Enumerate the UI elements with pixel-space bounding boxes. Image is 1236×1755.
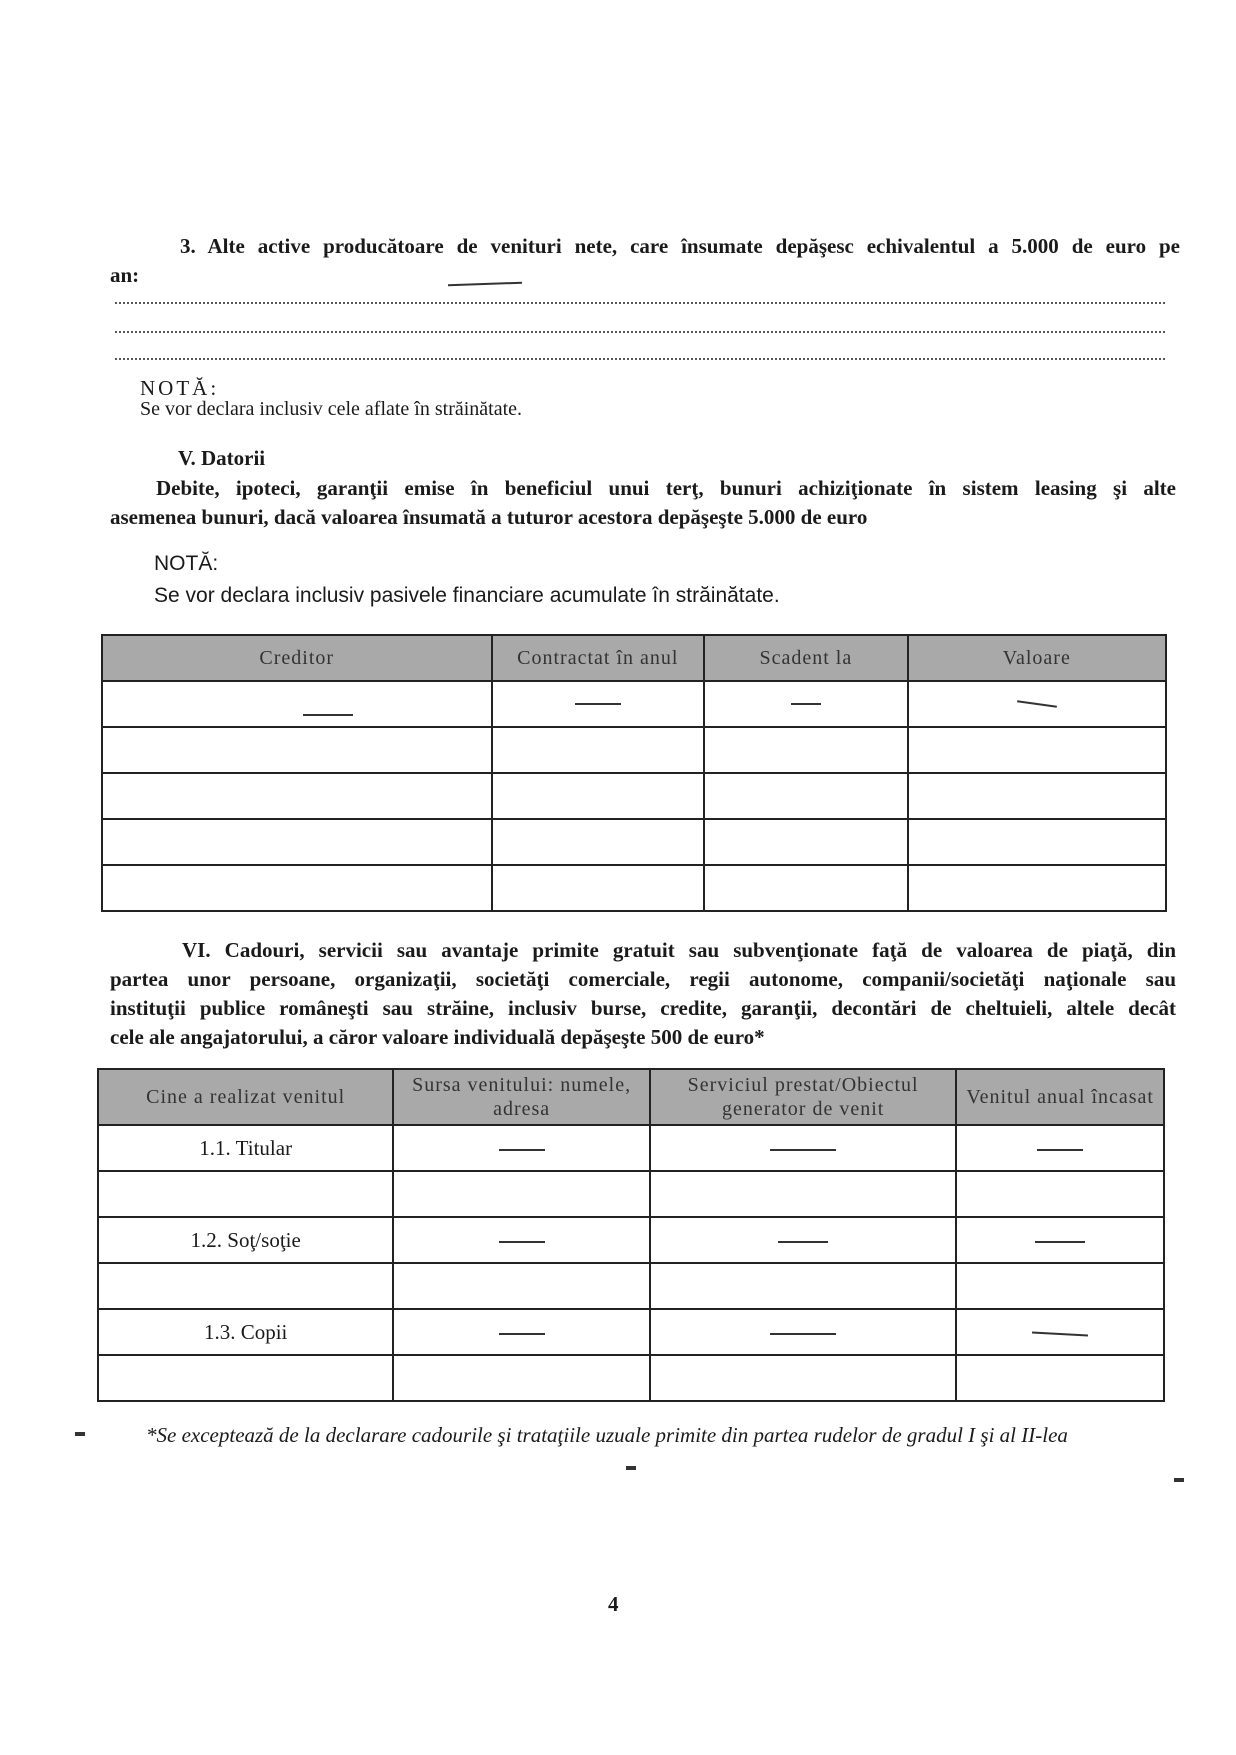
table-row (98, 1217, 1164, 1263)
table-cell[interactable] (956, 1263, 1164, 1309)
table-cell[interactable] (650, 1171, 957, 1217)
section-3-line-2: an: (110, 263, 140, 287)
section-5-desc-line-2: asemenea bunuri, dacă valoarea însumată a tuturor acestora depăşeşte 5.000 de euro (110, 505, 868, 529)
header-venitul: Venitul anual încasat (956, 1069, 1164, 1125)
table-cell[interactable] (492, 773, 705, 819)
handwritten-dash (778, 1241, 828, 1243)
table-header-row (98, 1069, 1164, 1125)
handwritten-dash (499, 1333, 545, 1335)
section-6-line-2: partea unor persoane, organizaţii, societăţi comerciale, regii autonome, companii/societăţi naţionale sau (110, 967, 1176, 991)
table-cell[interactable] (393, 1171, 650, 1217)
table-cell[interactable] (650, 1309, 957, 1355)
header-contractat: Contractat în anul (492, 635, 705, 681)
table-cell[interactable] (908, 727, 1166, 773)
section-3-line-1: 3. Alte active producătoare de venituri nete, care însumate depăşesc echivalentul a 5.000 de euro pe (180, 234, 1180, 258)
table-cell[interactable] (704, 819, 908, 865)
header-sursa: Sursa venitului: numele, adresa (393, 1069, 650, 1125)
header-serviciul: Serviciul prestat/Obiectul generator de venit (650, 1069, 957, 1125)
table-cell (98, 1171, 393, 1217)
header-valoare: Valoare (908, 635, 1166, 681)
table-cell[interactable] (704, 865, 908, 911)
scan-mark (1174, 1478, 1184, 1482)
header-creditor: Creditor (102, 635, 492, 681)
handwritten-dash (1035, 1241, 1085, 1243)
table-header-row (102, 635, 1166, 681)
table-cell[interactable] (956, 1355, 1164, 1401)
handwritten-dash (1032, 1331, 1088, 1336)
table-cell[interactable] (102, 865, 492, 911)
handwritten-dash (499, 1241, 545, 1243)
table-cell[interactable] (956, 1171, 1164, 1217)
dotted-line (115, 358, 1165, 362)
table-cell[interactable] (956, 1309, 1164, 1355)
section-3-heading (110, 232, 1180, 290)
table-cell[interactable] (393, 1355, 650, 1401)
table-cell[interactable] (102, 773, 492, 819)
table-cell[interactable] (102, 681, 492, 727)
nota-label: NOTĂ: (154, 552, 219, 575)
page-number: 4 (608, 1592, 619, 1616)
section-6-line-1: VI. Cadouri, servicii sau avantaje primite gratuit sau subvenţionate faţă de valoarea de piaţă, din (182, 938, 1176, 962)
table-cell[interactable] (393, 1263, 650, 1309)
table-cell[interactable] (908, 819, 1166, 865)
table-cell[interactable] (492, 865, 705, 911)
handwritten-dash (1017, 701, 1057, 709)
handwritten-dash (499, 1149, 545, 1151)
section-6-line-3: instituţii publice româneşti sau străine, inclusiv burse, credite, garanţii, decontări de cheltuieli, altele decât (110, 996, 1176, 1020)
handwritten-dash (1037, 1149, 1083, 1151)
table-cell[interactable] (393, 1125, 650, 1171)
dotted-line (115, 331, 1165, 335)
section-5-description (110, 474, 1176, 532)
row-label-titular: 1.1. Titular (98, 1125, 393, 1171)
table-cell[interactable] (908, 773, 1166, 819)
table-cell[interactable] (102, 819, 492, 865)
table-row (98, 1171, 1164, 1217)
table-cell[interactable] (650, 1355, 957, 1401)
section-5-desc-line-1: Debite, ipoteci, garanţii emise în beneficiul unui terţ, bunuri achiziţionate în sistem leasing şi alte (156, 476, 1176, 500)
dotted-line (115, 302, 1165, 306)
row-label-sot-sotie: 1.2. Soţ/soţie (98, 1217, 393, 1263)
handwritten-dash (770, 1333, 836, 1335)
table-cell[interactable] (908, 865, 1166, 911)
table-row (102, 819, 1166, 865)
section-5-title: V. Datorii (178, 446, 266, 470)
table-cell[interactable] (956, 1217, 1164, 1263)
table-cell[interactable] (492, 819, 705, 865)
table-row (98, 1263, 1164, 1309)
table-row (98, 1309, 1164, 1355)
table-cell[interactable] (492, 681, 705, 727)
scan-mark (626, 1466, 636, 1470)
table-cell[interactable] (393, 1309, 650, 1355)
header-cine: Cine a realizat venitul (98, 1069, 393, 1125)
nota-text: Se vor declara inclusiv cele aflate în străinătate. (140, 398, 523, 420)
table-cell (98, 1263, 393, 1309)
table-cell[interactable] (102, 727, 492, 773)
table-row (102, 865, 1166, 911)
table-cell[interactable] (704, 681, 908, 727)
table-row (98, 1355, 1164, 1401)
section-6-line-4: cele ale angajatorului, a căror valoare individuală depăşeşte 500 de euro* (110, 1025, 765, 1049)
table-cell[interactable] (492, 727, 705, 773)
table-cell[interactable] (650, 1263, 957, 1309)
handwritten-dash (791, 703, 821, 705)
scan-mark (75, 1432, 85, 1436)
table-row (102, 773, 1166, 819)
row-label-copii: 1.3. Copii (98, 1309, 393, 1355)
footnote: *Se exceptează de la declarare cadourile şi trataţiile uzuale primite din partea rudelor de gradul I şi al II-lea (146, 1423, 1068, 1447)
handwritten-dash (575, 703, 621, 705)
table-cell (98, 1355, 393, 1401)
section-6-heading (110, 936, 1176, 1052)
table-cell[interactable] (650, 1125, 957, 1171)
header-scadent: Scadent la (704, 635, 908, 681)
table-cell[interactable] (650, 1217, 957, 1263)
handwritten-dash (303, 714, 353, 716)
table-row (102, 681, 1166, 727)
table-row (98, 1125, 1164, 1171)
table-cell[interactable] (393, 1217, 650, 1263)
nota-text: Se vor declara inclusiv pasivele financiare acumulate în străinătate. (154, 584, 780, 607)
table-cell[interactable] (704, 727, 908, 773)
table-row (102, 727, 1166, 773)
handwritten-dash (770, 1149, 836, 1151)
table-cell[interactable] (704, 773, 908, 819)
cadouri-table (97, 1068, 1165, 1402)
table-cell[interactable] (908, 681, 1166, 727)
nota-label: NOTĂ: (140, 376, 220, 400)
table-cell[interactable] (956, 1125, 1164, 1171)
datorii-table (101, 634, 1167, 912)
